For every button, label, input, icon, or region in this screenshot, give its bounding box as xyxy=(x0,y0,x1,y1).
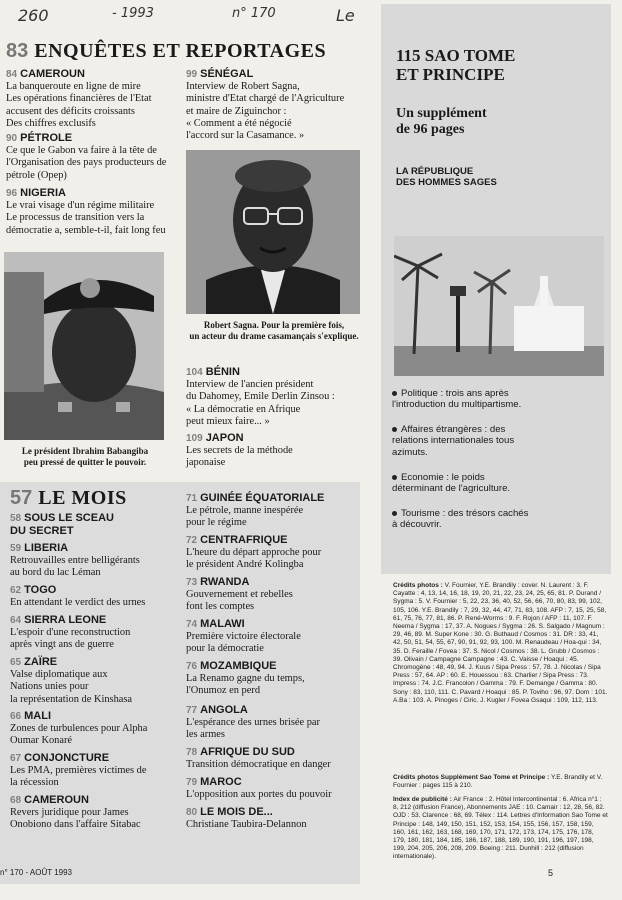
entry-title: CAMEROUN xyxy=(20,68,85,80)
toc-entry-nigeria[interactable] xyxy=(6,187,186,237)
index-text: Air France : 2. Hôtel Intercontinental : 6. Africa n°1 : 8, 212 (diffusion France), Abonnements JAE : 10. Camair : 12, 28, 56, 82. OJD : 53. Clarence : 68, 69. Télex : 114. Lettres d'Information Sao Tome et Principe : 148, 149, 150, 151, 152, 153, 154, 155, 156, 157, 158, 159, 160, 161, 162, 163, 168, 169, 170, 171, 172, 173, 174, 175, 176, 178, 179, 180, 181, 184, 185, 186, 187, 188, 189, 190, 191, 196, 197, 198, 199, 204, 205, 206, 208, 209. Boeing : 211. Dunhill : 212 (diffusion internationale). xyxy=(393,796,608,861)
entry-title: RWANDA xyxy=(200,576,250,588)
bullet-icon xyxy=(392,391,397,396)
entry-page-number: 62 xyxy=(10,585,22,596)
section-header-le-mois xyxy=(10,487,127,510)
entry-title: JAPON xyxy=(205,432,244,444)
credits-text: V. Fournier, Y.E. Brandily : cover. N. Laurent : 3. F. Cayatte : 4, 13, 14, 16, 18, 19, 20, 21, 22, 23, 24, 25, 65, 81. P. Durand / Sygma : 5. V. Fournier : 5, 22, 23, 36, 40, 52, 56, 66, 70, 80, 83, 99, 102, 105, 106. Y.E. Brandily : 7, 29, 32, 44, 47, 71, 83, 108. AFP : 7, 15, 25, 58, 61, 75, 76, 77, 81, 86. P. René-Worms : 9. F. Rojon / AFP : 11, 107. F. Neema / Sygma : 17, 37. A. Nogues / Sygma : 26. S. Salgado / Magnum : 29, 46, 89. M. Super Kone : 30. G. Buthaud / Cosmos : 31. DR : 33, 41, 42, 50, 51, 54, 55, 67, 90, 91, 92, 93, 100. M. Renaudeau / Hoa-qui : 34, 35. D. Feraille / Fovea : 37. S. Nicol / Cosmos : 38. L. Grubb / Cosmos : 39. Olivain / Campagne Campagne : 43. C. Vaisse / Hoaqui : 45. Chromogène : 48, 49, 94. J. Kuus / Sipa Press : 57, 78. J. Nicolas / Sipa Press : 57, 64. AP : 60. E. Houessou : 63. Charlier / Sipa Press : 73. Impress : 74. J.C. Francolon / Gamma : 79. F. Demange / Gamma : 80. Sony : 83, 110, 111. C. Pavard / Hoaqui : 85. P. Toviho : 96, 97. Dom : 101. A.Ba : 103. A. Pinoges / Ciric. J. Kugler / Fovea Gsaqui : 109, 112, 113. xyxy=(393,582,608,704)
entry-line: Retrouvailles entre belligérants xyxy=(10,555,140,567)
entry-title: MAROC xyxy=(200,776,242,788)
bullet-line: à découvrir. xyxy=(392,519,442,531)
entry-line: l'accord sur la Casamance. » xyxy=(186,130,305,142)
entry-title: SÉNÉGAL xyxy=(200,68,254,80)
section-page-number: 57 xyxy=(10,487,33,509)
entry-line: font les comptes xyxy=(186,601,255,613)
supplement-title-line: 115 SAO TOME xyxy=(396,46,516,65)
bullet-icon xyxy=(392,475,397,480)
entry-line: Les opérations financières de l'Etat xyxy=(6,93,152,105)
bullet-icon xyxy=(392,427,397,432)
entry-title: NIGERIA xyxy=(20,187,66,199)
entry-page-number: 99 xyxy=(186,69,198,80)
entry-page-number: 76 xyxy=(186,661,198,672)
entry-line: et maire de Ziguinchor : xyxy=(186,105,287,117)
bullet-line: azimuts. xyxy=(392,446,428,458)
toc-entry-senegal[interactable] xyxy=(186,68,376,142)
entry-line: Transition démocratique en danger xyxy=(186,759,331,771)
photo-credits xyxy=(393,582,608,705)
toc-entry-benin[interactable] xyxy=(186,366,376,428)
bullet-line: Tourisme : des trésors cachés xyxy=(401,508,529,519)
entry-page-number: 74 xyxy=(186,619,198,630)
entry-page-number: 104 xyxy=(186,367,203,378)
entry-page-number: 71 xyxy=(186,493,198,504)
bullet-line: Politique : trois ans après xyxy=(401,388,509,399)
supplement-tagline-line: LA RÉPUBLIQUE xyxy=(396,166,474,177)
toc-entry-rwanda[interactable] xyxy=(186,576,360,614)
entry-title: SIERRA LEONE xyxy=(24,614,107,626)
section-header-enquetes xyxy=(6,40,326,63)
toc-entry-sous-le-sceau[interactable] xyxy=(10,512,180,537)
entry-line: ministre d'Etat chargé de l'Agriculture xyxy=(186,93,345,105)
supplement-title[interactable] xyxy=(396,46,606,84)
entry-line: Nations unies pour xyxy=(10,681,89,693)
entry-line: Interview de l'ancien président xyxy=(186,379,314,391)
toc-entry-afrique-du-sud[interactable] xyxy=(186,746,360,771)
toc-entry-togo[interactable] xyxy=(10,584,180,609)
entry-page-number: 79 xyxy=(186,777,198,788)
entry-page-number: 59 xyxy=(10,543,22,554)
toc-entry-zaire[interactable] xyxy=(10,656,180,706)
entry-title: AFRIQUE DU SUD xyxy=(200,746,295,758)
entry-page-number: 78 xyxy=(186,747,198,758)
entry-page-number: 84 xyxy=(6,69,18,80)
bullet-line: Economie : le poids xyxy=(401,472,485,483)
toc-entry-malawi[interactable] xyxy=(186,618,360,656)
entry-line: « Comment a été négocié xyxy=(186,117,292,129)
toc-entry-sierra-leone[interactable] xyxy=(10,614,180,652)
entry-line: l'Onumoz en perd xyxy=(186,685,261,697)
toc-entry-centrafrique[interactable] xyxy=(186,534,360,572)
entry-line: la récession xyxy=(10,777,59,789)
entry-line: Ce que le Gabon va faire à la tête de xyxy=(6,145,157,157)
toc-entry-le-mois-de[interactable] xyxy=(186,806,360,831)
entry-page-number: 72 xyxy=(186,535,198,546)
toc-entry-japon[interactable] xyxy=(186,432,376,470)
toc-entry-mozambique[interactable] xyxy=(186,660,360,698)
toc-entry-guinee-equatoriale[interactable] xyxy=(186,492,360,530)
toc-entry-conjoncture[interactable] xyxy=(10,752,180,790)
entry-line: Les secrets de la méthode xyxy=(186,445,293,457)
entry-title: ZAÏRE xyxy=(24,656,58,668)
supplement-tagline xyxy=(396,166,497,188)
caption-line: Le président Ibrahim Babangiba xyxy=(21,446,149,456)
section-page-number: 83 xyxy=(6,40,29,62)
entry-line: les armes xyxy=(186,729,225,741)
toc-entry-angola[interactable] xyxy=(186,704,360,742)
supplement-bullet-affaires xyxy=(392,424,602,458)
entry-page-number: 64 xyxy=(10,615,22,626)
supplement-bullet-economie xyxy=(392,472,602,495)
entry-line: Onobiono dans l'affaire Sitabac xyxy=(10,819,141,831)
handwritten-note: n° 170 xyxy=(232,6,276,21)
entry-title: ANGOLA xyxy=(200,704,248,716)
entry-title: LE MOIS DE... xyxy=(200,806,273,818)
entry-line: L'espérance des urnes brisée par xyxy=(186,717,320,729)
handwritten-note: - 1993 xyxy=(112,6,154,21)
page-number: 5 xyxy=(548,868,554,878)
entry-line: En attendant le verdict des urnes xyxy=(10,597,146,609)
entry-line: L'opposition aux portes du pouvoir xyxy=(186,789,332,801)
photo-robert-sagna xyxy=(186,150,360,314)
entry-line: pétrole (Opep) xyxy=(6,169,67,181)
entry-line: japonaise xyxy=(186,457,226,469)
entry-title: MOZAMBIQUE xyxy=(200,660,277,672)
footer-issue: n° 170 - AOÛT 1993 xyxy=(0,868,72,877)
entry-line: au bord du lac Léman xyxy=(10,567,101,579)
entry-line: démocratie a, semble-t-il, fait long feu xyxy=(6,224,166,236)
entry-line: L'heure du départ approche pour xyxy=(186,547,322,559)
entry-line: Des chiffres exclusifs xyxy=(6,117,96,129)
photo-caption-babangida xyxy=(4,446,166,468)
entry-line: Le vrai visage d'un régime militaire xyxy=(6,200,155,212)
supplement-subtitle-line: Un supplément xyxy=(396,106,487,121)
entry-line: Première victoire électorale xyxy=(186,631,301,643)
photo-sao-tome-church xyxy=(394,236,604,376)
entry-title-continued: DU SECRET xyxy=(10,525,74,538)
toc-entry-mali[interactable] xyxy=(10,710,180,748)
entry-title: LIBERIA xyxy=(24,542,69,554)
entry-page-number: 68 xyxy=(10,795,22,806)
index-label: Index de publicité : xyxy=(393,796,452,803)
entry-page-number: 67 xyxy=(10,753,22,764)
photo-babangida xyxy=(4,252,164,440)
entry-page-number: 66 xyxy=(10,711,22,722)
entry-line: l'Organisation des pays producteurs de xyxy=(6,157,167,169)
entry-line: après vingt ans de guerre xyxy=(10,639,114,651)
supplement-tagline-line: DES HOMMES SAGES xyxy=(396,177,497,188)
entry-line: le président André Kolingba xyxy=(186,559,304,571)
toc-entry-cameroun[interactable] xyxy=(6,68,186,130)
entry-title: MALAWI xyxy=(200,618,245,630)
entry-line: Oumar Konaré xyxy=(10,735,73,747)
bullet-line: déterminant de l'agriculture. xyxy=(392,483,511,495)
entry-line: Valse diplomatique aux xyxy=(10,669,108,681)
entry-line: pour la démocratie xyxy=(186,643,264,655)
supplement-subtitle-line: de 96 pages xyxy=(396,122,465,137)
entry-title: CAMEROUN xyxy=(24,794,89,806)
bullet-line: l'introduction du multipartisme. xyxy=(392,399,522,411)
entry-line: Revers juridique pour James xyxy=(10,807,129,819)
supplement-title-line: ET PRINCIPE xyxy=(396,65,505,84)
handwritten-note: Le xyxy=(336,6,355,25)
supplement-bullet-politique xyxy=(392,388,602,411)
entry-line: Le pétrole, manne inespérée xyxy=(186,505,304,517)
entry-title: GUINÉE ÉQUATORIALE xyxy=(200,492,325,504)
entry-title: SOUS LE SCEAU xyxy=(24,512,114,524)
entry-page-number: 109 xyxy=(186,433,203,444)
section-title: ENQUÊTES ET REPORTAGES xyxy=(34,40,327,62)
toc-entry-cameroun-2[interactable] xyxy=(10,794,180,832)
supplement-photo-credits xyxy=(393,774,608,790)
handwritten-note: 260 xyxy=(18,6,49,25)
entry-page-number: 73 xyxy=(186,577,198,588)
entry-page-number: 58 xyxy=(10,513,22,524)
entry-title: BÉNIN xyxy=(205,366,240,378)
entry-line: Interview de Robert Sagna, xyxy=(186,81,300,93)
entry-line: La Renamo gagne du temps, xyxy=(186,673,305,685)
entry-line: peut mieux faire... » xyxy=(186,415,270,427)
photo-caption-sagna xyxy=(186,320,362,342)
entry-line: la représentation de Kinshasa xyxy=(10,693,133,705)
section-title: LE MOIS xyxy=(38,487,127,509)
entry-line: Gouvernement et rebelles xyxy=(186,589,293,601)
credits-label: Crédits photos Supplément Sao Tome et Principe : xyxy=(393,774,550,781)
entry-line: Le processus de transition vers la xyxy=(6,212,145,224)
entry-line: accusent des déficits croissants xyxy=(6,105,135,117)
bullet-icon xyxy=(392,511,397,516)
caption-line: Robert Sagna. Pour la première fois, xyxy=(203,320,345,330)
entry-title: CENTRAFRIQUE xyxy=(200,534,288,546)
entry-line: « La démocratie en Afrique xyxy=(186,403,301,415)
bullet-line: relations internationales tous xyxy=(392,435,515,447)
entry-line: Christiane Taubira-Delannon xyxy=(186,819,307,831)
entry-title: PÉTROLE xyxy=(20,132,73,144)
entry-title: TOGO xyxy=(24,584,57,596)
credits-label: Crédits photos : xyxy=(393,582,443,589)
entry-page-number: 80 xyxy=(186,807,198,818)
toc-entry-maroc[interactable] xyxy=(186,776,360,801)
supplement-bullet-tourisme xyxy=(392,508,602,531)
entry-line: La banqueroute en ligne de mire xyxy=(6,81,141,93)
advertising-index xyxy=(393,796,608,862)
entry-page-number: 96 xyxy=(6,188,18,199)
entry-title: MALI xyxy=(24,710,52,722)
credits-text: Y.E. Brandily et V. Fournier : pages 115 à 210. xyxy=(393,774,603,790)
entry-title: CONJONCTURE xyxy=(24,752,110,764)
entry-page-number: 90 xyxy=(6,133,18,144)
bullet-line: Affaires étrangères : des xyxy=(401,424,506,435)
entry-line: Zones de turbulences pour Alpha xyxy=(10,723,148,735)
toc-entry-petrole[interactable] xyxy=(6,132,186,182)
entry-page-number: 65 xyxy=(10,657,22,668)
entry-line: pour le régime xyxy=(186,517,247,529)
caption-line: peu pressé de quitter le pouvoir. xyxy=(23,457,147,467)
entry-page-number: 77 xyxy=(186,705,198,716)
caption-line: un acteur du drame casamançais s'explique. xyxy=(189,331,359,341)
entry-line: L'espoir d'une reconstruction xyxy=(10,627,131,639)
toc-entry-liberia[interactable] xyxy=(10,542,180,580)
entry-line: du Dahomey, Emile Derlin Zinsou : xyxy=(186,391,335,403)
entry-line: Les PMA, premières victimes de xyxy=(10,765,147,777)
supplement-subtitle xyxy=(396,106,596,138)
